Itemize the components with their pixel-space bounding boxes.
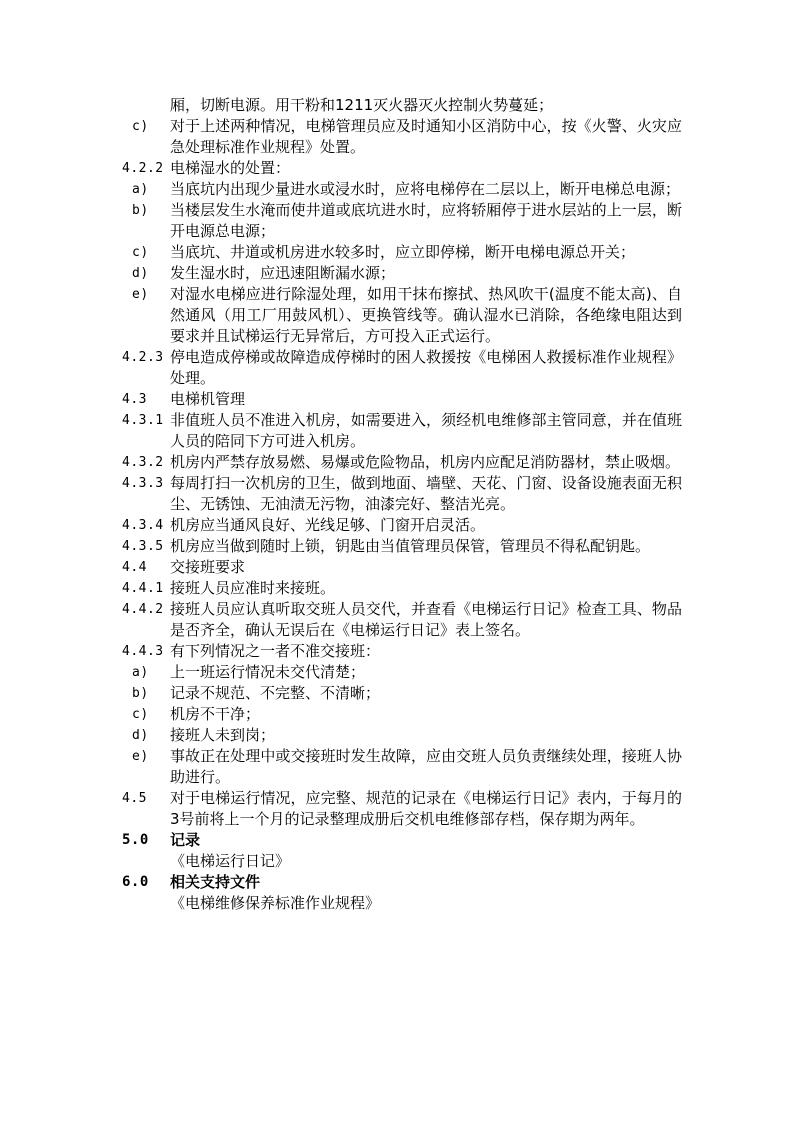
clause-number: a) (132, 665, 149, 680)
clause (122, 95, 682, 116)
clause-text: 对湿水电梯应进行除湿处理，如用干抹布擦拭、热风吹干(温度不能太高)、自然通风（用工厂用鼓风机）、更换管线等。确认湿水已消除，各绝缘电阻达到要求并且试梯运行无异常后，方可投入正式运行。 (170, 285, 682, 345)
clause-text: 对于上述两种情况，电梯管理员应及时通知小区消防中心，按《火警、火灾应急处理标准作业规程》处置。 (170, 117, 682, 156)
clause-number: 4.5 (122, 791, 147, 806)
clause (122, 893, 682, 914)
clause-text: 当楼层发生水淹而使井道或底坑进水时，应将轿厢停于进水层站的上一层，断开电源总电源； (170, 201, 682, 240)
clause-text: 对于电梯运行情况，应完整、规范的记录在《电梯运行日记》表内，于每月的3号前将上一个月的记录整理成册后交机电维修部存档，保存期为两年。 (170, 789, 682, 828)
clause-number: e) (132, 749, 149, 764)
clause (122, 599, 682, 641)
clause-text: 交接班要求 (170, 558, 246, 576)
clause-text: 发生湿水时，应迅速阻断漏水源； (170, 264, 396, 282)
clause-number: d) (132, 266, 149, 281)
clause-number: 4.4.1 (122, 581, 164, 596)
clause-number: 4.2.3 (122, 350, 164, 365)
clause-text: 《电梯维修保养标准作业规程》 (170, 894, 381, 912)
clause (122, 179, 682, 200)
clause (122, 452, 682, 473)
clause (122, 410, 682, 452)
clause-text: 记录 (170, 831, 201, 849)
clause-number: a) (132, 182, 149, 197)
clause-number: b) (132, 686, 149, 701)
clause (122, 389, 682, 410)
clause-number: c) (132, 119, 149, 134)
clause (122, 851, 682, 872)
clause-number: c) (132, 707, 149, 722)
clause-number: 4.4 (122, 560, 147, 575)
clause (122, 263, 682, 284)
clause-text: 当底坑内出现少量进水或浸水时，应将电梯停在二层以上，断开电梯总电源； (170, 180, 681, 198)
clause-number: 4.4.2 (122, 602, 164, 617)
clause-number: c) (132, 245, 149, 260)
clause (122, 473, 682, 515)
clause-number: d) (132, 728, 149, 743)
clause (122, 515, 682, 536)
clause-text: 接班人员应准时来接班。 (170, 579, 336, 597)
clause-text: 接班人未到岗； (170, 726, 276, 744)
clause-number: 4.3.1 (122, 413, 164, 428)
clause-number: e) (132, 287, 149, 302)
clause-text: 非值班人员不准进入机房，如需要进入，须经机电维修部主管同意，并在值班人员的陪同下方可进入机房。 (170, 411, 682, 450)
clause-number: 4.3.5 (122, 539, 164, 554)
clause-text: 相关支持文件 (170, 873, 261, 891)
clause (122, 662, 682, 683)
clause (122, 116, 682, 158)
clause-text: 电梯湿水的处置： (170, 159, 291, 177)
clause (122, 158, 682, 179)
clause-number: 4.4.3 (122, 644, 164, 659)
clause-text: 机房应当做到随时上锁，钥匙由当值管理员保管，管理员不得私配钥匙。 (170, 537, 651, 555)
document-body (122, 95, 682, 914)
clause-number: 4.3.4 (122, 518, 164, 533)
clause-text: 《电梯运行日记》 (170, 852, 291, 870)
clause (122, 536, 682, 557)
clause (122, 641, 682, 662)
clause-text: 机房应当通风良好、光线足够、门窗开启灵活。 (170, 516, 486, 534)
clause-text: 有下列情况之一者不准交接班： (170, 642, 381, 660)
clause (122, 578, 682, 599)
clause-number: 4.3 (122, 392, 147, 407)
section-heading (122, 872, 682, 893)
clause-text: 接班人员应认真听取交班人员交代，并查看《电梯运行日记》检查工具、物品是否齐全，确认无误后在《电梯运行日记》表上签名。 (170, 600, 682, 639)
clause (122, 704, 682, 725)
clause-text: 事故正在处理中或交接班时发生故障，应由交班人员负责继续处理，接班人协助进行。 (170, 747, 682, 786)
clause (122, 746, 682, 788)
clause (122, 200, 682, 242)
clause-text: 机房不干净； (170, 705, 261, 723)
clause (122, 725, 682, 746)
clause-number: 5.0 (122, 832, 149, 848)
clause (122, 557, 682, 578)
clause-text: 上一班运行情况未交代清楚； (170, 663, 366, 681)
clause-number: b) (132, 203, 149, 218)
clause-text: 当底坑、井道或机房进水较多时，应立即停梯，断开电梯电源总开关； (170, 243, 636, 261)
clause (122, 347, 682, 389)
clause (122, 683, 682, 704)
clause-number: 6.0 (122, 874, 149, 890)
section-heading (122, 830, 682, 851)
clause-number: 4.2.2 (122, 161, 164, 176)
clause-text: 厢，切断电源。用干粉和1211灭火器灭火控制火势蔓延； (170, 96, 554, 114)
clause (122, 788, 682, 830)
clause-number: 4.3.2 (122, 455, 164, 470)
clause (122, 242, 682, 263)
clause-text: 电梯机管理 (170, 390, 246, 408)
clause-text: 记录不规范、不完整、不清晰； (170, 684, 381, 702)
clause-text: 机房内严禁存放易燃、易爆或危险物品，机房内应配足消防器材，禁止吸烟。 (170, 453, 681, 471)
clause (122, 284, 682, 347)
clause-text: 每周打扫一次机房的卫生，做到地面、墙壁、天花、门窗、设备设施表面无积尘、无锈蚀、无油渍无污物，油漆完好、整洁光亮。 (170, 474, 682, 513)
clause-number: 4.3.3 (122, 476, 164, 491)
clause-text: 停电造成停梯或故障造成停梯时的困人救援按《电梯困人救援标准作业规程》处理。 (170, 348, 682, 387)
